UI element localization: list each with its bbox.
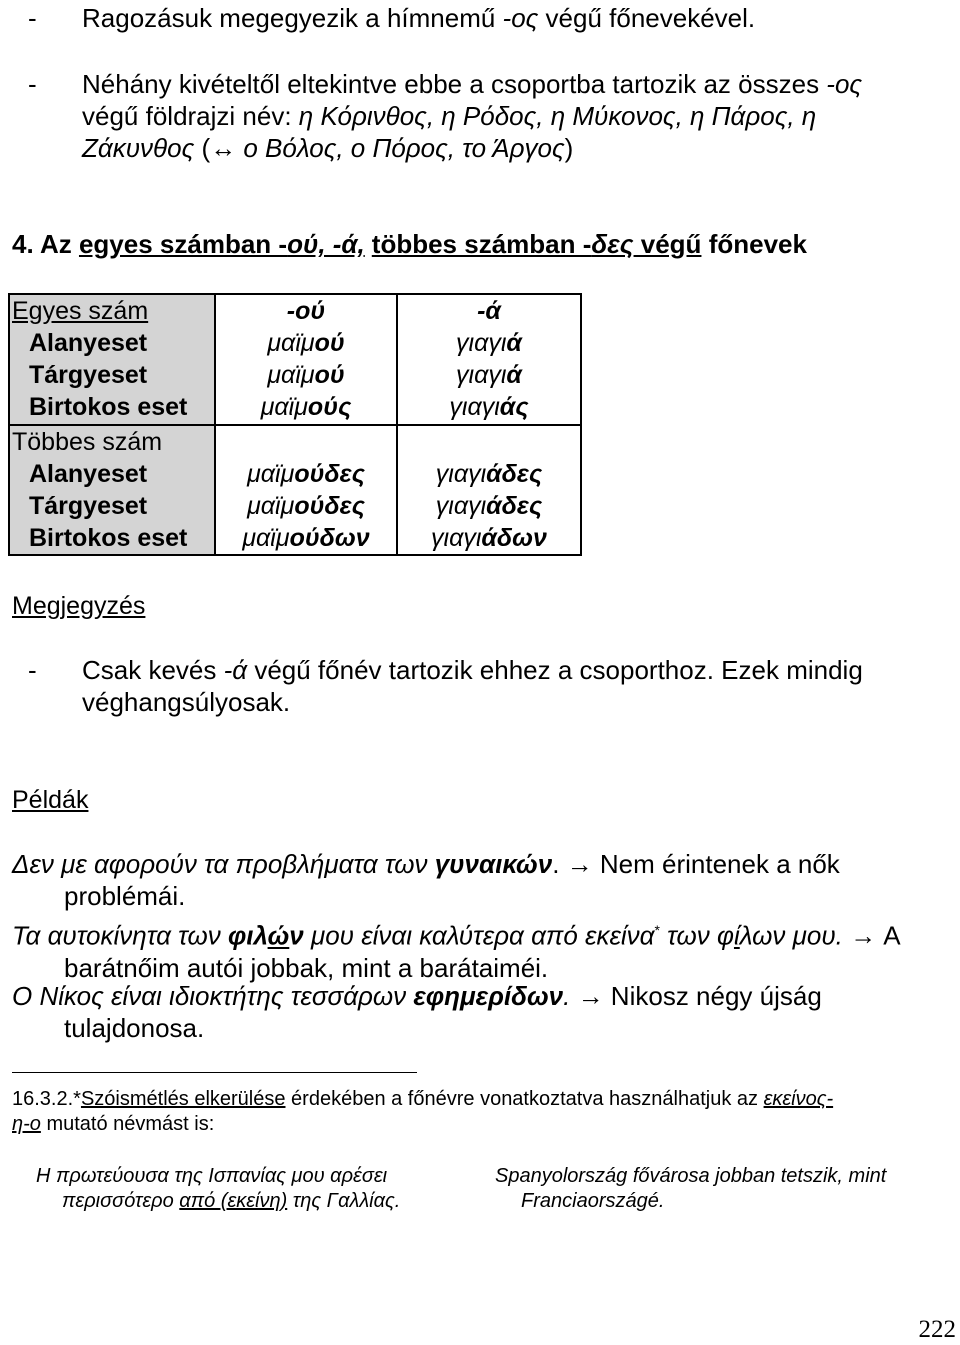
footnote-text: mutató névmást is: [40,1113,215,1135]
translation: . → Nem érintenek a nők [552,849,840,879]
bullet-suffix: -ος [826,69,863,99]
note-heading: Megjegyzés [12,592,146,620]
bullet-text: Néhány kivételtől eltekintve ebbe a csoportba tartozik az összes [82,69,827,99]
bullet-suffix: -ος [502,3,539,33]
footnote-greek-example [36,1164,400,1214]
greek-highlight: εφημερίδων [413,981,564,1011]
ending-header: -ά [477,297,501,325]
singular-cases-cell [8,293,216,426]
plural-ou-cell [214,424,398,556]
case-label: Birtokos eset [29,393,188,421]
bullet-text: ) [564,133,574,163]
greek-sentence: λων μου. [739,920,843,951]
footnote-divider [12,1072,417,1073]
form-word: γιαγιάδων [431,524,547,552]
heading-text: egyes számban - [78,229,288,259]
greek-line: περισσότερο [62,1190,180,1212]
singular-a-cell [396,293,582,426]
case-label: Tárgyeset [29,361,148,389]
translation: → A [842,920,901,951]
section-number: 4. [12,229,34,259]
translation: → Nikosz négy újság [570,981,822,1011]
case-label: Tárgyeset [29,492,148,520]
example-2 [12,914,901,984]
greek-underlined: από (εκείνη) [179,1190,288,1212]
bullet-dash: - [28,655,37,685]
greek-term: η-ο [12,1113,41,1135]
greek-highlight: ώ [267,920,290,951]
singular-ou-cell [214,293,398,426]
heading-text: Az [39,229,72,259]
bullet-dash: - [28,69,37,99]
greek-sentence: . [563,981,571,1011]
page-number: 222 [918,1316,956,1343]
case-label: Birtokos eset [29,524,188,552]
form-word: μαϊμού [267,361,345,389]
plural-a-cell [396,424,582,556]
hungarian-line: Franciaországé. [521,1190,665,1212]
heading-text: többes számban - [371,229,592,259]
greek-sentence: Ο Νίκος είναι ιδιοκτήτης τεσσάρων [12,981,414,1011]
greek-sentence: Δεν με αφορούν τα προβλήματα των [12,849,435,879]
form-word: μαϊμούδες [247,492,365,520]
bullet-text: Ragozásuk megegyezik a hímnemű [82,3,503,33]
bullet-text: végű földrajzi név: [82,101,299,131]
greek-line: της Γαλλίας. [287,1190,401,1212]
heading-suffix: δες [591,229,634,259]
greek-placenames: η Κόρινθος, η Ρόδος, η Μύκονος, η Πάρος, η [298,101,817,131]
greek-term: εκείνος- [763,1088,834,1110]
footnote-hungarian-example [495,1164,886,1214]
hungarian-line: Spanyolország fővárosa jobban tetszik, mint [495,1165,887,1187]
bullet-dash: - [28,3,37,33]
footnote-marker: * [654,922,660,938]
heading-suffix: ού, -ά, [287,229,365,259]
greek-placenames: ο Βόλος, ο Πόρος, το Άργος [243,133,565,163]
note-suffix: -ά [223,655,248,685]
note-text: végű főnév tartozik ehhez a csoporthoz. Ezek mindig [247,655,863,685]
example-1 [12,848,840,912]
greek-highlight: φιλ [227,920,268,951]
footnote-ref: 16.3.2.* [12,1088,81,1110]
footnote-link[interactable]: Szóismétlés elkerülése [80,1088,286,1110]
singular-header: Egyes szám [12,297,149,325]
bullet-text: végű főnevekével. [538,3,756,33]
footnote [12,1087,952,1137]
form-word: γιαγιά [456,361,522,389]
note-text: véghangsúlyosak. [82,687,291,717]
greek-highlight: ν [289,920,304,951]
section-heading [12,228,807,260]
form-word: μαϊμούδων [242,524,370,552]
heading-text: végű [633,229,702,259]
form-word: γιαγιάδες [435,460,543,488]
note-text: Csak kevés [82,655,224,685]
examples-heading: Példák [12,786,89,814]
form-word: γιαγιάδες [435,492,543,520]
form-word: μαϊμούδες [247,460,365,488]
translation: tulajdonosa. [64,1013,205,1043]
plural-cases-cell [8,424,216,556]
example-3 [12,980,822,1044]
greek-sentence: ί [733,920,740,951]
case-label: Alanyeset [29,460,148,488]
plural-header: Többes szám [12,428,163,456]
ending-header: -ού [286,297,326,325]
greek-sentence: μου είναι καλύτερα από εκείνα [303,920,655,951]
form-word: μαϊμού [267,329,345,357]
greek-placename: Ζάκυνθος [82,133,195,163]
case-label: Alanyeset [29,329,148,357]
translation: problémái. [64,881,186,911]
declension-table [8,293,582,556]
greek-sentence: των φ [659,920,734,951]
form-word: γιαγιάς [449,393,529,421]
greek-sentence: Τα αυτοκίνητα των [12,920,228,951]
greek-line: Η πρωτεύουσα της Ισπανίας μου αρέσει [36,1165,388,1187]
heading-text: főnevek [708,229,807,259]
translation: barátnőim autói jobbak, mint a barátaiméi. [64,952,549,983]
footnote-text: érdekében a főnévre vonatkoztatva használhatjuk az [285,1088,764,1110]
form-word: γιαγιά [456,329,522,357]
form-word: μαϊμούς [260,393,352,421]
bullet-text: (↔ [194,133,244,163]
greek-highlight: γυναικών [434,849,553,879]
